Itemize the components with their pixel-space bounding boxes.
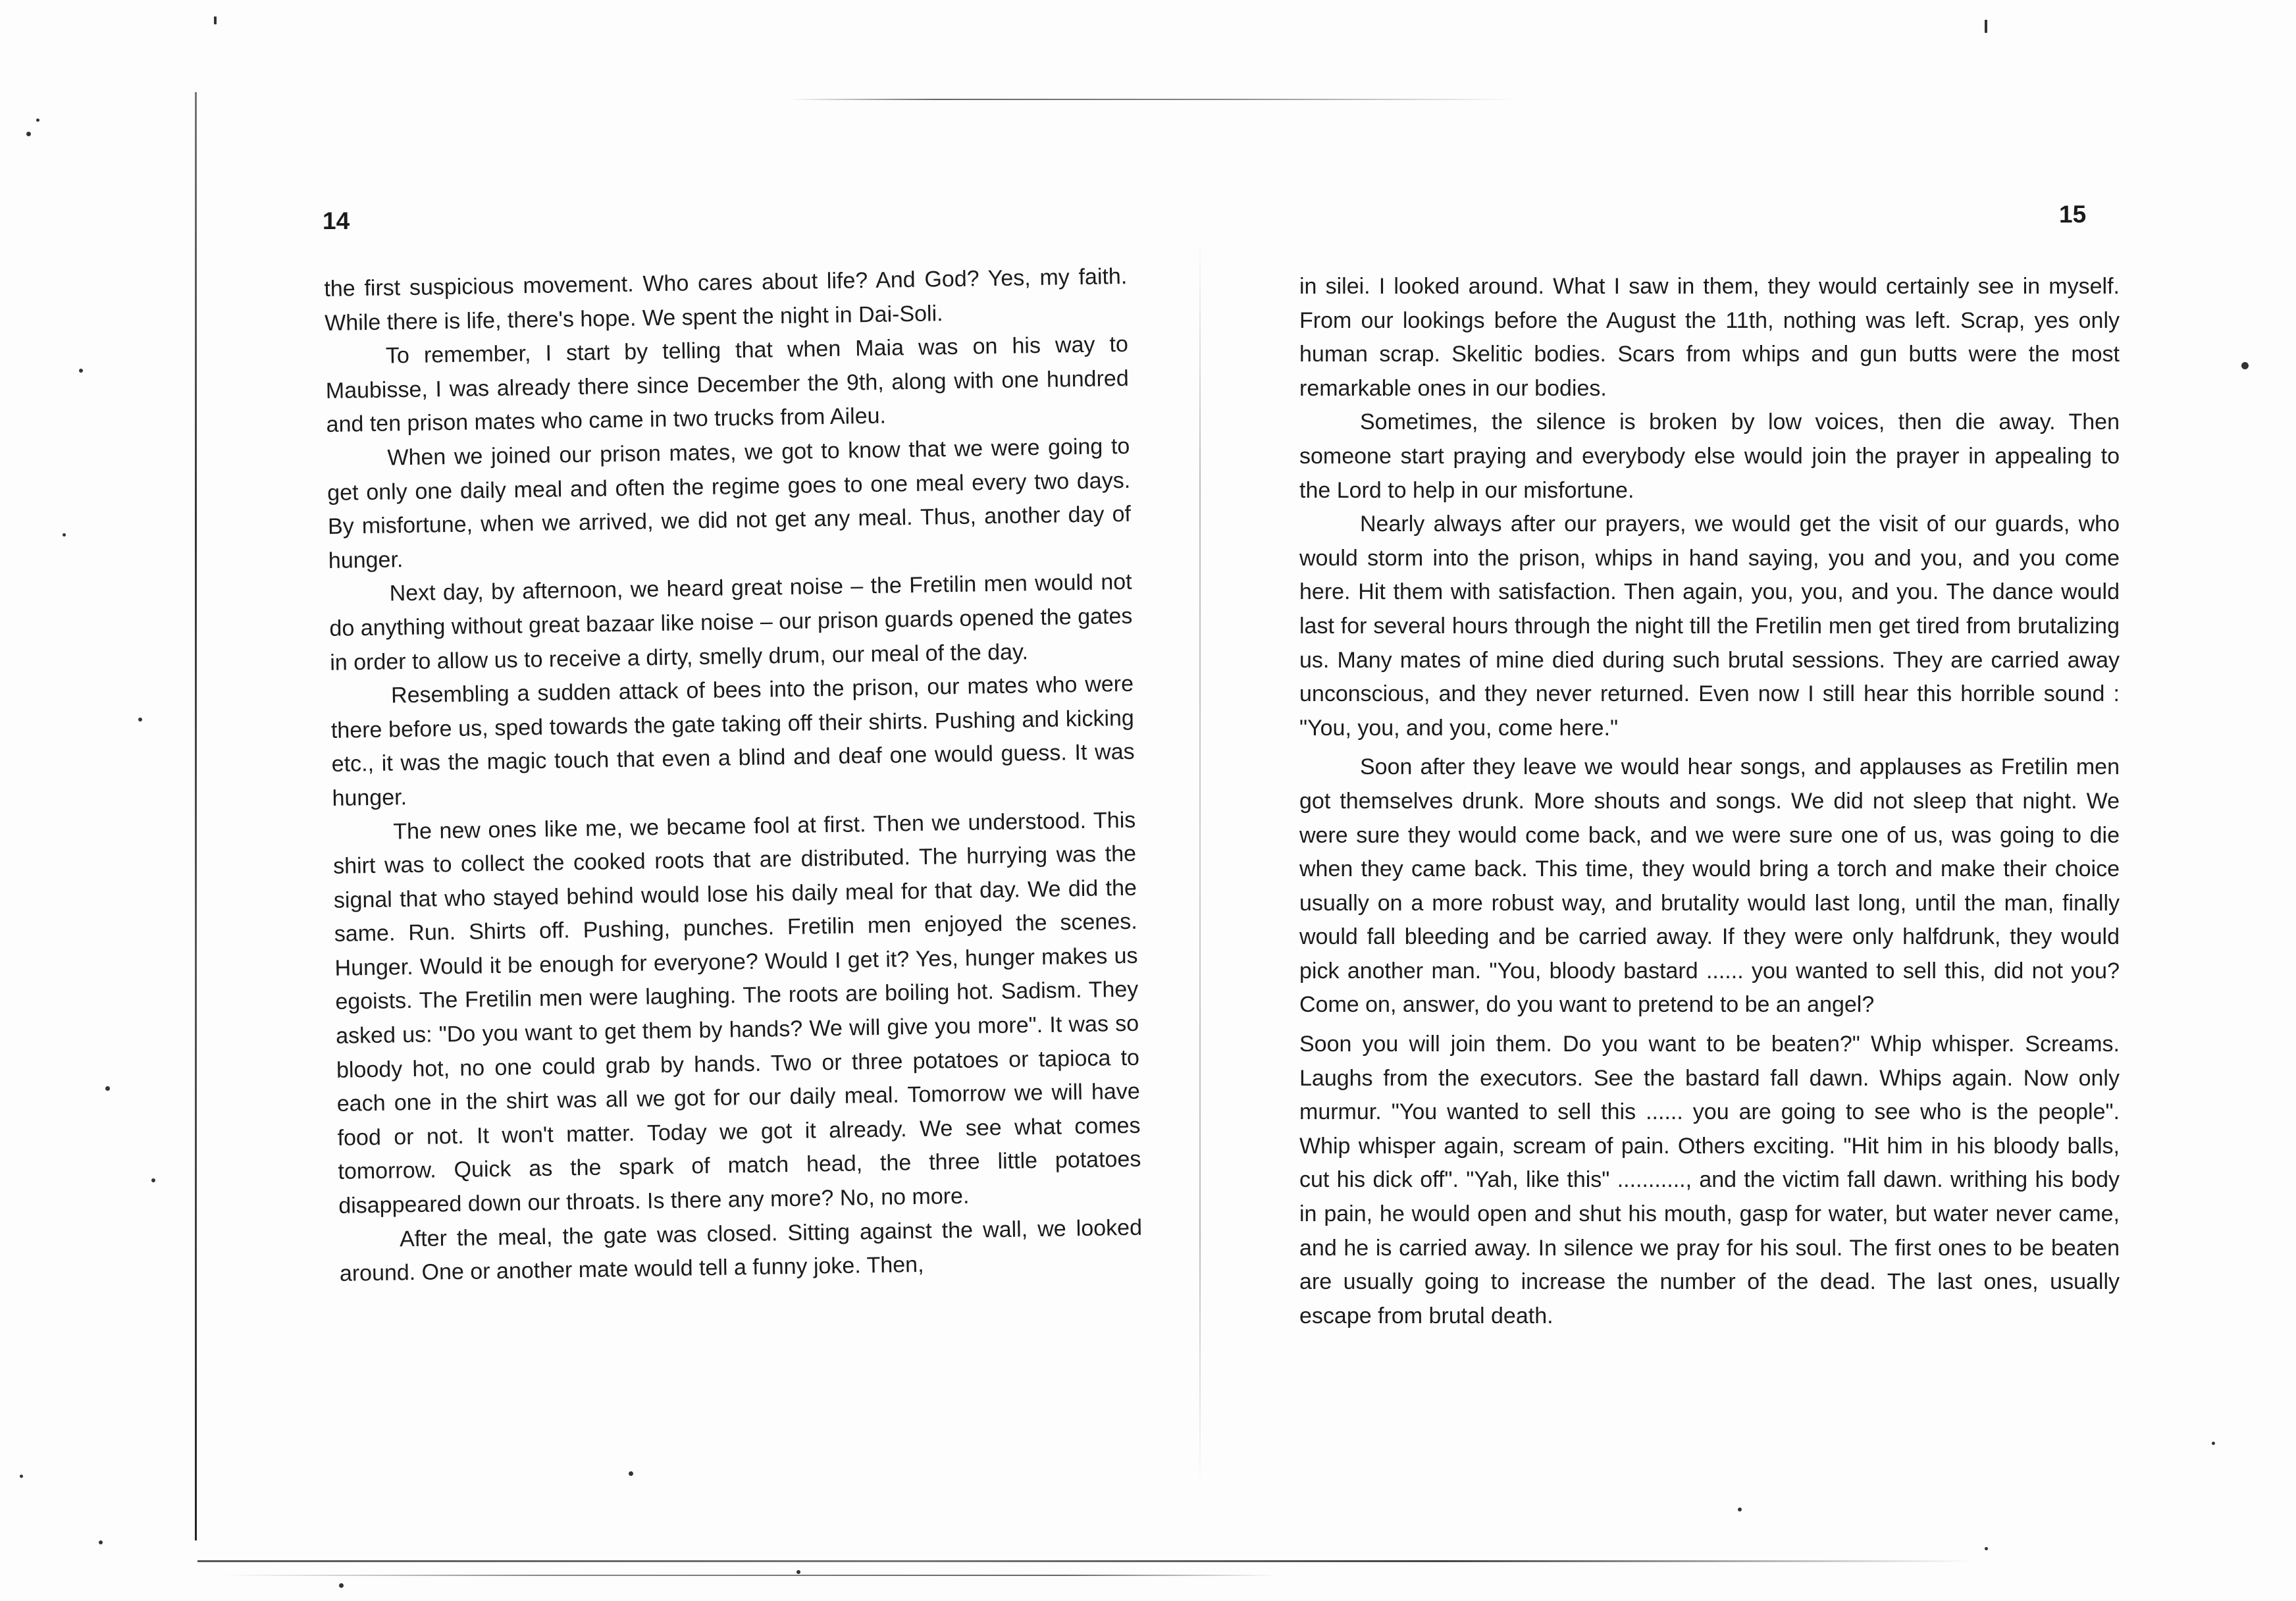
paragraph: the first suspicious movement. Who cares about life? And God? Yes, my faith. While there is life, there's hope. We spent the night in Dai-Soli. — [324, 263, 1128, 336]
right-page — [1148, 0, 2296, 1601]
paragraph: Next day, by afternoon, we heard great noise – the Fretilin men would not do anything without great bazaar like noise – our prison guards opened the gates in order to allow us to receive a dirty, smelly drum, our meal of the day. — [329, 569, 1133, 675]
paragraph: in silei. I looked around. What I saw in them, they would certainly see in myself. From our lookings before the August the 11th, nothing was left. Scrap, yes only human scrap. Skelitic bodies. Scars from whips and gun butts were the most remarkable ones in our bodies. — [1299, 274, 2120, 401]
paragraph: Soon you will join them. Do you want to be beaten?" Whip whisper. Screams. Laughs from the executors. See the bastard fall dawn. Whips again. Now only murmur. "You wanted to sell this ...... you are going to see who is the people". Whip whisper again, scream of pain. Others exciting. "Hit him in his bloody balls, cut his dick off". "Yah, like this" ..........., and the victim fall dawn. writhing his body in pain, he would open and shut his mouth, gasp for water, but water never came, and he is carried away. In silence we pray for his soul. The first ones to be beaten are usually going to increase the number of the dead. The last ones, usually escape from brutal death. — [1299, 1032, 2120, 1328]
body-text — [324, 260, 1143, 1292]
body-text — [1299, 270, 2120, 1333]
paragraph: Nearly always after our prayers, we would get the visit of our guards, who would storm into the prison, whips in hand saying, you and you, and you come here. Hit them with satisfaction. Then again, you, you, and you. The dance would last for several hours through the night till the Fretilin men get tired from brutalizing us. Many mates of mine died during such brutal sessions. They are carried away unconscious, and they never returned. Even now I still hear this horrible sound : "You, you, and you, come here." — [1299, 512, 2120, 741]
paragraph: Sometimes, the silence is broken by low voices, then die away. Then someone start praying and everybody else would join the prayer in appealing to the Lord to help in our misfortune. — [1299, 409, 2120, 503]
paragraph: After the meal, the gate was closed. Sitting against the wall, we looked around. One or another mate would tell a funny joke. Then, — [339, 1215, 1143, 1287]
paragraph: The new ones like me, we became fool at first. Then we understood. This shirt was to collect the cooked roots that are distributed. The hurrying was the signal that who stayed behind would lose his daily meal for that day. We did the same. Run. Shirts off. Pushing, punches. Fretilin men enjoyed the scenes. Hunger. Would it be enough for everyone? Would I get it? Yes, hunger makes us egoists. The Fretilin men were laughing. The roots are boiling hot. Sadism. They asked us: "Do you want to get them by hands? We will give you more". It was so bloody hot, no one could grab by hands. Two or three potatoes or tapioca to each one in the shirt was all we got for our daily meal. Tomorrow we will have food or not. It won't matter. Today we got it already. We see what comes tomorrow. Quick as the spark of match head, the three little potatoes disappeared down our throats. Is there any more? No, no more. — [332, 807, 1141, 1219]
paragraph: Resembling a sudden attack of bees into the prison, our mates who were there before us, sped towards the gate taking off their shirts. Pushing and kicking etc., it was the magic touch that even a blind and deaf one would guess. It was hunger. — [330, 671, 1135, 811]
paragraph: When we joined our prison mates, we got to know that we were going to get only one daily meal and often the regime goes to one meal every two days. By misfortune, when we arrived, we did not get any meal. Thus, another day of hunger. — [326, 433, 1132, 573]
paragraph: Soon after they leave we would hear songs, and applauses as Fretilin men got themselves drunk. More shouts and songs. We did not sleep that night. We were sure they would come back, and we were sure one of us, was going to die when they came back. This time, they would bring a torch and make their choice usually on a more robust way, and brutality would last long, until the man, finally would fall bleeding and be carried away. If they were only halfdrunk, they would pick another man. "You, bloody bastard ...... you wanted to sell this, did not you? Come on, answer, do you want to pretend to be an angel? — [1299, 754, 2120, 1018]
page-number: 14 — [323, 207, 350, 234]
paragraph: To remember, I start by telling that when Maia was on his way to Maubisse, I was already there since December the 9th, along with one hundred and ten prison mates who came in two trucks from Aileu. — [325, 332, 1129, 438]
page-number: 15 — [2059, 201, 2087, 228]
